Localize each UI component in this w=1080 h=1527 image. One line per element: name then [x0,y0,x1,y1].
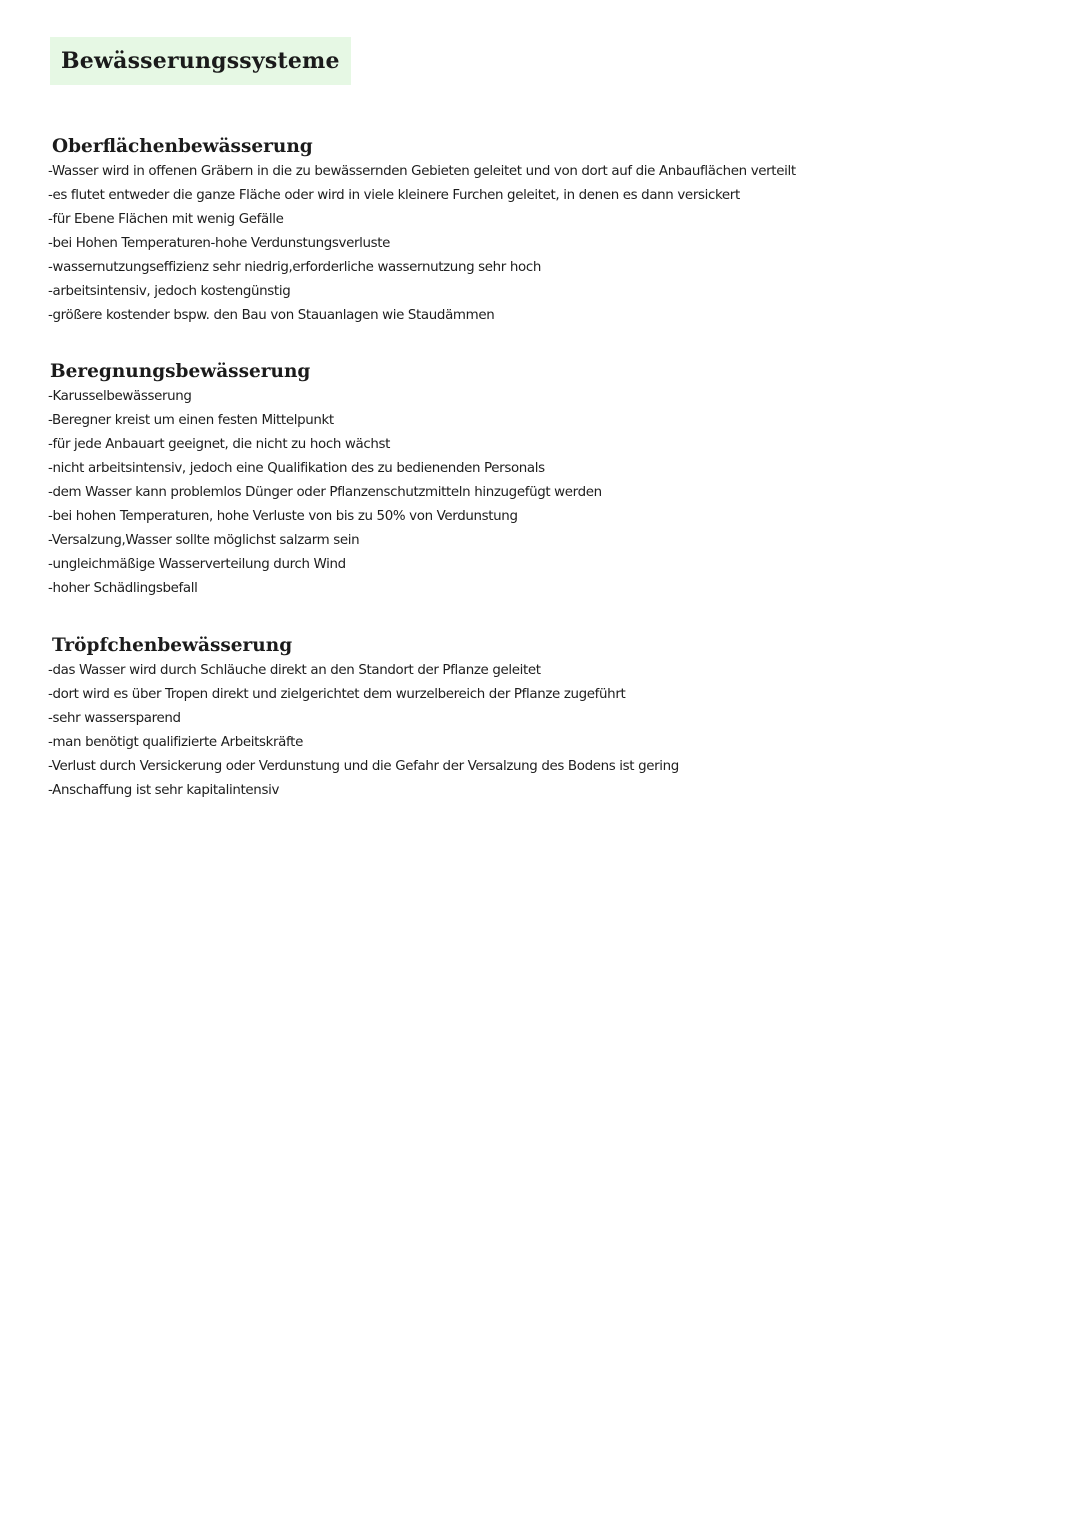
bullet-item: -Karusselbewässerung [48,389,192,404]
bullet-item: -ungleichmäßige Wasserverteilung durch Wind [48,557,346,572]
section-heading: Oberflächenbewässerung [52,136,313,157]
bullet-item: -bei Hohen Temperaturen-hohe Verdunstungsverluste [48,236,391,251]
section-beregnungsbewaesserung [48,359,1048,601]
bullet-item: -Anschaffung ist sehr kapitalintensiv [48,783,280,798]
bullet-item: -für Ebene Flächen mit wenig Gefälle [48,212,284,227]
bullet-item: -Beregner kreist um einen festen Mittelpunkt [48,413,334,428]
bullet-item: -hoher Schädlingsbefall [48,581,198,596]
bullet-item: -man benötigt qualifizierte Arbeitskräfte [48,735,303,750]
bullet-item: -bei hohen Temperaturen, hohe Verluste von bis zu 50% von Verdunstung [48,509,518,524]
bullet-item: -es flutet entweder die ganze Fläche oder wird in viele kleinere Furchen geleitet, in denen es dann versickert [48,188,740,203]
section-heading: Beregnungsbewässerung [50,361,311,382]
bullet-list [48,160,1048,328]
bullet-item: -sehr wassersparend [48,711,181,726]
bullet-item: -dem Wasser kann problemlos Dünger oder Pflanzenschutzmitteln hinzugefügt werden [48,485,602,500]
bullet-item: -dort wird es über Tropen direkt und zielgerichtet dem wurzelbereich der Pflanze zugeführt [48,687,626,702]
bullet-item: -arbeitsintensiv, jedoch kostengünstig [48,284,291,299]
document-title: Bewässerungssysteme [61,48,340,74]
bullet-list [48,659,1048,803]
bullet-item: -Versalzung,Wasser sollte möglichst salzarm sein [48,533,360,548]
section-troepfchenbewaesserung [48,633,1048,803]
bullet-item: -für jede Anbauart geeignet, die nicht zu hoch wächst [48,437,391,452]
section-oberflaechenbewaesserung [48,134,1048,328]
bullet-item: -das Wasser wird durch Schläuche direkt an den Standort der Pflanze geleitet [48,663,541,678]
bullet-item: -wassernutzungseffizienz sehr niedrig,erforderliche wassernutzung sehr hoch [48,260,541,275]
bullet-item: -Verlust durch Versickerung oder Verdunstung und die Gefahr der Versalzung des Bodens ist gering [48,759,679,774]
bullet-item: -Wasser wird in offenen Gräbern in die zu bewässernden Gebieten geleitet und von dort auf die Anbauflächen verteilt [48,164,796,179]
bullet-list [48,385,1048,601]
title-highlight [50,37,351,85]
bullet-item: -nicht arbeitsintensiv, jedoch eine Qualifikation des zu bedienenden Personals [48,461,545,476]
section-heading: Tröpfchenbewässerung [52,635,293,656]
bullet-item: -größere kostender bspw. den Bau von Stauanlagen wie Staudämmen [48,308,495,323]
